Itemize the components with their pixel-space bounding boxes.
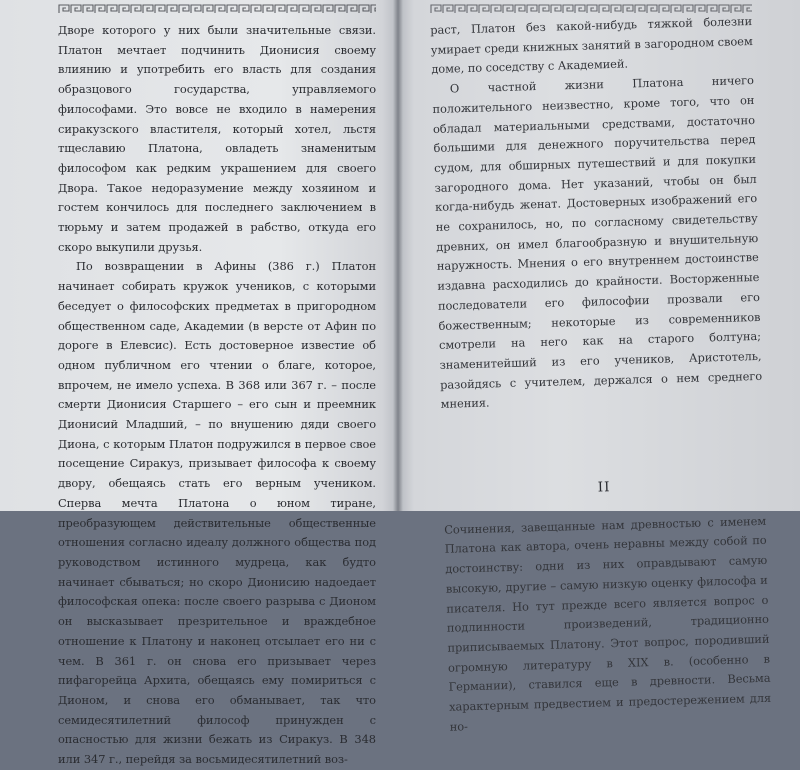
left-page-text [58,21,376,770]
right-page-text [430,12,772,737]
book-gutter [393,0,403,511]
greek-key-ornament-left [58,4,376,14]
right-paragraph-1: раст, Платон без какой-нибудь тяжкой болезни умирает среди книжных занятий в загородном своем доме, по соседству с Академией. [430,14,753,77]
right-paragraph-2: О частной жизни Платона ничего положительного неизвестно, кроме того, что он обладал материальными средствами, достаточно большими для денежного поручительства перед судом, для обширных путешествий и для покупки загородного дома. Нет указаний, чтобы он был когда-нибудь женат. Достоверных изображений его не сохранилось, но, по согласному свидетельству древних, он имел благообразную и внушительную наружность. Мнения о его внутреннем достоинстве издавна расходились до крайности. Восторженные последователи его философии прозвали его божественным; некоторые из современников смотрели на него как на старого болтуна; знаменитейший из его учеников, Аристотель, разойдясь с учителем, держался о нем среднего мнения. [432,73,763,412]
left-paragraph-2: По возвращении в Афины (386 г.) Платон начинает собирать кружок учеников, с которыми беседует о философских предметах в пригородном общественном саде, Академии (в версте от Афин по дороге в Елевсис). Есть достоверное известие об одном публичном его чтении о благе, которое, впрочем, не имело успеха. В 368 или 367 г. – после смерти Дионисия Старшего – его сын и преемник Дионисий Младший, – по внушению дяди своего Диона, с которым Платон подружился в первое свое посещение Сиракуз, призывает философа к своему двору, обещаясь стать его верным учеником. Сперва мечта Платона о юном тиране, преобразующем действительные общественные отношения согласно идеалу должного общества под руководством истинного мудреца, как будто начинает сбываться; но скоро Дионисию надоедает философская опека: после своего разрыва с Дионом он высказывает презрительное и враждебное отношение к Платону и наконец отсылает его ни с чем. В 361 г. он снова его призывает через пифагорейца Архита, обещаясь ему помириться с Дионом, и снова его обманывает, так что семидесятилетний философ принужден с опасностью для жизни бежать из Сиракуз. В 348 или 347 г., перейдя за восьмидесятилетний воз- [58,259,376,767]
left-paragraph-1: Дворе которого у них были значительные связи. Платон мечтает подчинить Дионисия своему влиянию и употребить его власть для создания образцового государства, управляемого философами. Это вовсе не входило в намерения сиракузского властителя, который хотел, льстя тщеславию Платона, овладеть знаменитым философом как редким украшением для своего Двора. Такое недоразумение между хозяином и гостем кончилось для последнего заключением в тюрьму и затем продажей в рабство, откуда его скоро выкупили друзья. [58,23,376,254]
section-paragraph: Сочинения, завещанные нам древностью с именем Платона как автора, очень неравны между собой по достоинству: одни из них оправдывают самую высокую, другие – самую низкую оценку философа и писателя. Но тут прежде всего является вопрос о подлинности произведений, традиционно приписываемых Платону. Этот вопрос, породивший огромную литературу в XIX в. (особенно в Германии), ставился еще в древности. Весьма характерным предвестием и предостережением для но- [444,513,772,734]
section-heading: II [597,479,611,496]
